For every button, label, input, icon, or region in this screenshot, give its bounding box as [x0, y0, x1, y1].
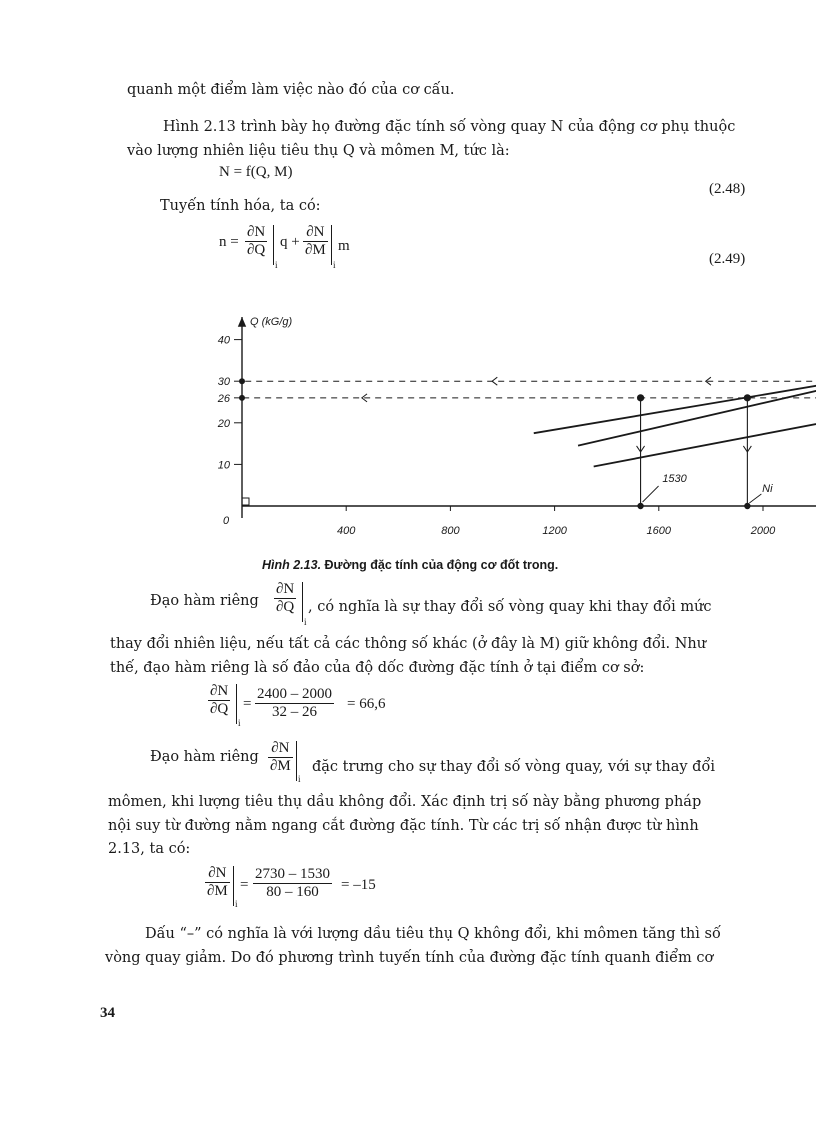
- guide-arrowhead: [492, 377, 497, 385]
- y-tick-label: 30: [217, 376, 230, 389]
- numerator: 2400 – 2000: [257, 686, 332, 702]
- denominator: ∂Q: [210, 701, 229, 717]
- text-line: Đạo hàm riêng: [150, 749, 259, 765]
- evaluation-bar: [236, 684, 237, 724]
- x-tick-label: 800: [441, 525, 460, 537]
- equation-2-48: N = f(Q, M): [219, 164, 293, 180]
- axis-dot-26: [239, 395, 245, 401]
- denominator: ∂M: [305, 242, 326, 258]
- denominator: ∂Q: [247, 242, 266, 258]
- text-line: đặc trưng cho sự thay đổi số vòng quay, với sự thay đổi: [312, 759, 715, 775]
- partial-dN-dQ: [274, 581, 296, 616]
- page-number: 34: [100, 1005, 115, 1021]
- numerator: 2730 – 1530: [255, 866, 330, 882]
- y-tick-label: 10: [217, 459, 230, 472]
- text-line: Dấu “–” có nghĩa là với lượng dầu tiêu thụ Q không đổi, khi mômen tăng thì số: [145, 926, 721, 942]
- text-line: mômen, khi lượng tiêu thụ dầu không đổi. Xác định trị số này bằng phương pháp: [108, 794, 702, 810]
- text-line: Hình 2.13 trình bày họ đường đặc tính số vòng quay N của động cơ phụ thuộc: [163, 119, 736, 135]
- subscript-i: i: [275, 260, 278, 270]
- text-line: thế, đạo hàm riêng là số đảo của độ dốc đường đặc tính ở tại điểm cơ sở:: [110, 660, 645, 676]
- x-tick-label: 1200: [542, 525, 567, 537]
- subscript-i: i: [298, 774, 301, 784]
- text-line: thay đổi nhiên liệu, nếu tất cả các thông số khác (ở đây là M) giữ không đổi. Như: [110, 636, 707, 652]
- difference-quotient: [253, 866, 332, 901]
- origin-square-marker: [242, 498, 249, 505]
- intersection-marker: [637, 394, 644, 401]
- text-line: vòng quay giảm. Do đó phương trình tuyến tính của đường đặc tính quanh điểm cơ: [105, 950, 714, 966]
- equals-sign: =: [240, 877, 249, 893]
- series-line-80: [594, 373, 816, 467]
- denominator: ∂Q: [276, 599, 295, 615]
- text-line: Tuyến tính hóa, ta có:: [160, 198, 321, 214]
- point-label-ni: Ni: [762, 483, 773, 495]
- partial-dN-dQ: [208, 683, 230, 718]
- text-line: nội suy từ đường nằm ngang cắt đường đặc tính. Từ các trị số nhận được từ hình: [108, 818, 699, 834]
- y-axis-label: Q (kG/g): [250, 315, 293, 328]
- numerator: ∂N: [306, 224, 325, 240]
- subscript-i: i: [235, 899, 238, 909]
- numerator: ∂N: [208, 865, 227, 881]
- denominator: 32 – 26: [272, 704, 317, 720]
- caption-text: Đường đặc tính của động cơ đốt trong.: [321, 558, 559, 572]
- variable-m: m: [338, 238, 350, 254]
- x-tick-label: 2000: [750, 525, 776, 537]
- partial-dN-dM: [205, 865, 230, 900]
- axis-dot-30: [239, 378, 245, 384]
- point-label-leader: [749, 494, 761, 503]
- numerator: ∂N: [210, 683, 229, 699]
- equation-number: (2.48): [709, 181, 746, 197]
- origin-label: 0: [222, 515, 230, 527]
- caption-label: Hình 2.13.: [262, 558, 322, 572]
- series-line-160: [534, 344, 816, 433]
- evaluation-bar: [233, 866, 234, 906]
- text-line: quanh một điểm làm việc nào đó của cơ cấu.: [127, 82, 455, 98]
- y-tick-label: 20: [217, 417, 230, 430]
- denominator: ∂M: [270, 758, 291, 774]
- evaluation-bar: [302, 582, 303, 622]
- plus-sign: q +: [280, 234, 300, 250]
- subscript-i: i: [304, 617, 307, 627]
- figure-caption: [262, 558, 558, 572]
- y-tick-label: 26: [217, 392, 230, 405]
- denominator: ∂M: [207, 883, 228, 899]
- equation-2-49-lhs: n =: [219, 234, 239, 250]
- subscript-i: i: [333, 260, 336, 270]
- evaluation-bar: [296, 741, 297, 781]
- difference-quotient: [255, 686, 334, 721]
- equation-number: (2.49): [709, 251, 746, 267]
- y-tick-label: 40: [217, 334, 230, 347]
- point-label-leader: [643, 486, 659, 502]
- axis-marker: [744, 503, 750, 509]
- text-line: vào lượng nhiên liệu tiêu thụ Q và mômen M, tức là:: [127, 143, 510, 159]
- denominator: 80 – 160: [266, 884, 319, 900]
- numerator: ∂N: [276, 581, 295, 597]
- partial-dN-dM: [268, 740, 293, 775]
- text-line: 2.13, ta có:: [108, 841, 191, 857]
- subscript-i: i: [238, 718, 241, 728]
- numerator: ∂N: [271, 740, 290, 756]
- text-line: , có nghĩa là sự thay đổi số vòng quay khi thay đổi mức: [308, 599, 712, 615]
- x-tick-label: 400: [337, 525, 356, 537]
- numerator: ∂N: [247, 224, 266, 240]
- result-value: = 66,6: [347, 696, 386, 712]
- x-tick-label: 1600: [646, 525, 672, 537]
- text-line: Đạo hàm riêng: [150, 593, 259, 609]
- result-value: = –15: [341, 877, 376, 893]
- axis-marker: [637, 503, 643, 509]
- equals-sign: =: [243, 696, 252, 712]
- intersection-marker: [744, 394, 751, 401]
- point-label-1530: 1530: [662, 473, 687, 485]
